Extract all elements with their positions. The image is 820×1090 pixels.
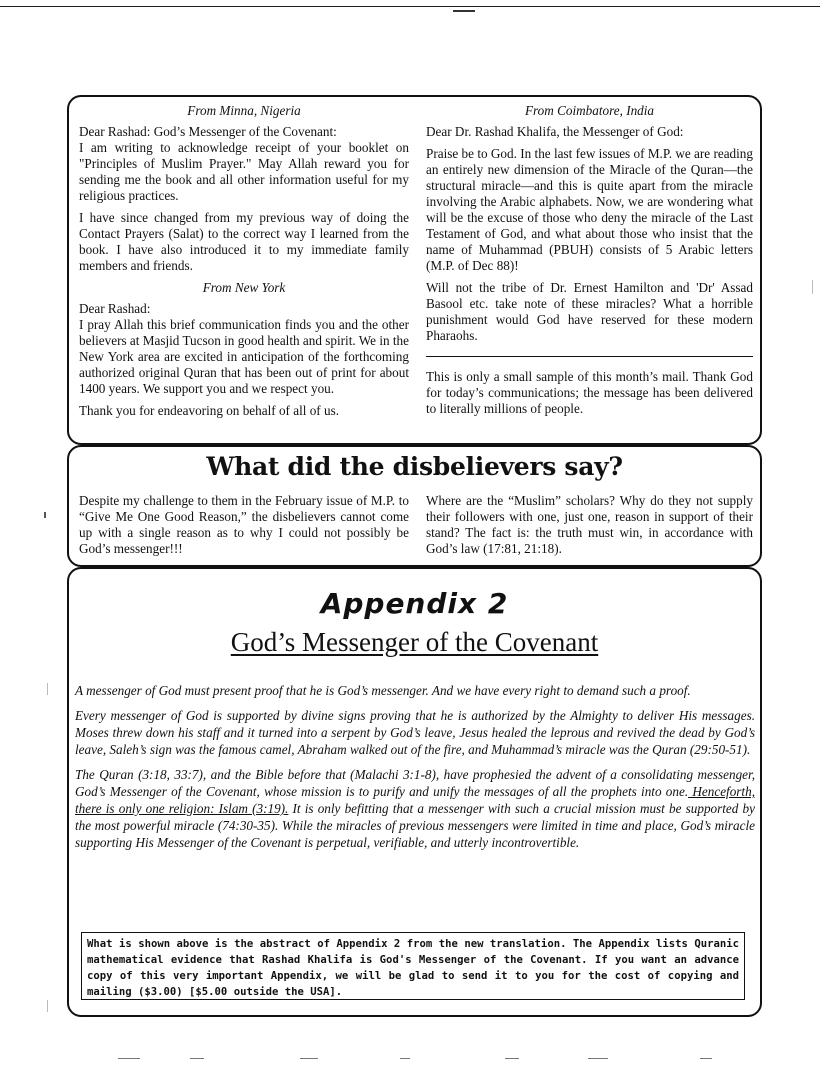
scan-dash xyxy=(300,1058,318,1059)
mail-sample-note: This is only a small sample of this month’s mail. Thank God for today’s communications; the message has been delivered to literally millions of people. xyxy=(426,369,753,416)
abstract-paragraph-2: Every messenger of God is supported by divine signs proving that he is authorized by the Almighty to deliver His messages. Moses threw down his staff and it turned into a serpent by God’s leave, Jesus healed the leprous and revived the dead by God’s leave, Saleh’s sign was the famous camel, Abraham walked out of the fire, and Muhammad’s miracle was the Quran (29:50-51). xyxy=(75,708,755,757)
scan-dash xyxy=(190,1058,204,1059)
scan-dash xyxy=(505,1058,519,1059)
scan-dash xyxy=(700,1058,712,1059)
letter-body-newyork-2: Thank you for endeavoring on behalf of all of us. xyxy=(79,403,340,418)
letters-right-column xyxy=(426,103,753,423)
scan-speck xyxy=(47,1000,48,1012)
abstract-p3-start: The Quran (3:18, 33:7), and the Bible before that (Malachi 3:1-8), have prophesied the advent of a consolidating messenger, God’s Messenger of the Covenant, whose mission is to purify and unify the messages of all the prophets into one. xyxy=(75,767,755,799)
abstract-paragraph-1: A messenger of God must present proof that he is God’s messenger. And we have every right to demand such a proof. xyxy=(75,683,691,698)
scan-dash xyxy=(588,1058,608,1059)
top-mark xyxy=(453,10,475,12)
letter-source-india: From Coimbatore, India xyxy=(524,103,655,118)
scan-speck xyxy=(47,683,48,695)
disbelievers-right-text: Where are the “Muslim” scholars? Why do they not supply their followers with one, just one, reason in support of their stand? The fact is: the truth must win, in accordance with God’s law (17:81, 21:18). xyxy=(426,493,753,556)
abstract-paragraph-3 xyxy=(75,766,755,851)
advance-copy-notice: What is shown above is the abstract of Appendix 2 from the new translation. The Appendix lists Quranic mathematical evidence that Rashad Khalifa is God's Messenger of the Covenant. If you want an advance copy of this very important Appendix, we will be glad to send it to you for the cost of copying and mailing ($3.00) [$5.00 outside the USA]. xyxy=(81,932,745,1000)
appendix-heading: Appendix 2 xyxy=(320,587,509,620)
letter-body-nigeria-2: I have since changed from my previous way of doing the Contact Prayers (Salat) to the correct way I learned from the book. I have also introduced it to my immediate family members and friends. xyxy=(79,210,409,273)
abstract-p3-end: It is only befitting that a messenger with such a crucial mission must be supported by the most powerful miracle (74:30-35). While the miracles of previous messengers were limited in time and place, God’s miracle supporting His Messenger of the Covenant is perpetual, verifiable, and utterly incontrovertible. xyxy=(75,801,755,850)
letter-source-newyork: From New York xyxy=(202,280,286,295)
abstract-p3-underlined: Henceforth, there is only one religion: Islam (3:19). xyxy=(75,784,755,816)
scan-speck xyxy=(812,280,813,294)
letters-box xyxy=(67,95,762,445)
appendix-subtitle-text: God’s Messenger of the Covenant xyxy=(230,627,599,657)
letter-salutation-nigeria: Dear Rashad: God’s Messenger of the Covenant: xyxy=(79,124,337,139)
disbelievers-left-text: Despite my challenge to them in the February issue of M.P. to “Give Me One Good Reason,” the disbelievers cannot come up with a single reason as to why I could not possibly be God’s messenger!!! xyxy=(79,493,409,556)
appendix-box xyxy=(67,567,762,1017)
appendix-subtitle xyxy=(69,627,760,658)
top-rule xyxy=(0,6,820,7)
letter-source-nigeria: From Minna, Nigeria xyxy=(187,103,301,118)
disbelievers-box xyxy=(67,445,762,567)
letter-salutation-newyork: Dear Rashad: xyxy=(79,301,151,316)
letter-body-newyork-1: I pray Allah this brief communication finds you and the other believers at Masjid Tucson in good health and spirit. We in the New York area are excited in anticipation of the forthcoming authorized original Quran that has been out of print for about 1400 years. We support you and we respect you. xyxy=(79,317,409,396)
scan-speck xyxy=(44,512,46,518)
letters-left-column xyxy=(79,103,409,425)
disbelievers-title: What did the disbelievers say? xyxy=(206,452,623,481)
scan-dash xyxy=(118,1058,140,1059)
separator-line xyxy=(426,356,753,357)
appendix-abstract xyxy=(75,682,755,859)
letter-salutation-india: Dear Dr. Rashad Khalifa, the Messenger of God: xyxy=(426,124,684,139)
letter-body-india-2: Will not the tribe of Dr. Ernest Hamilton and 'Dr' Assad Basool etc. take note of these miracles? What a horrible punishment would God have reserved for these modern Pharaohs. xyxy=(426,280,753,343)
scan-dash xyxy=(400,1058,410,1059)
letter-body-india-1: Praise be to God. In the last few issues of M.P. we are reading an entirely new dimension of the Miracle of the Quran—the structural miracle—and this is quite apart from the miracle involving the Arabic alphabets. Now, we are wondering what will be the excuse of those who deny the miracle of the Last Testament of God, and what about those who insist that the name of Muhammad (PBUH) consists of 5 Arabic letters (M.P. of Dec 88)! xyxy=(426,146,753,273)
letter-body-nigeria-1: I am writing to acknowledge receipt of your booklet on "Principles of Muslim Prayer." May Allah reward you for sending me the book and all other information useful for my religious practices. xyxy=(79,140,409,203)
